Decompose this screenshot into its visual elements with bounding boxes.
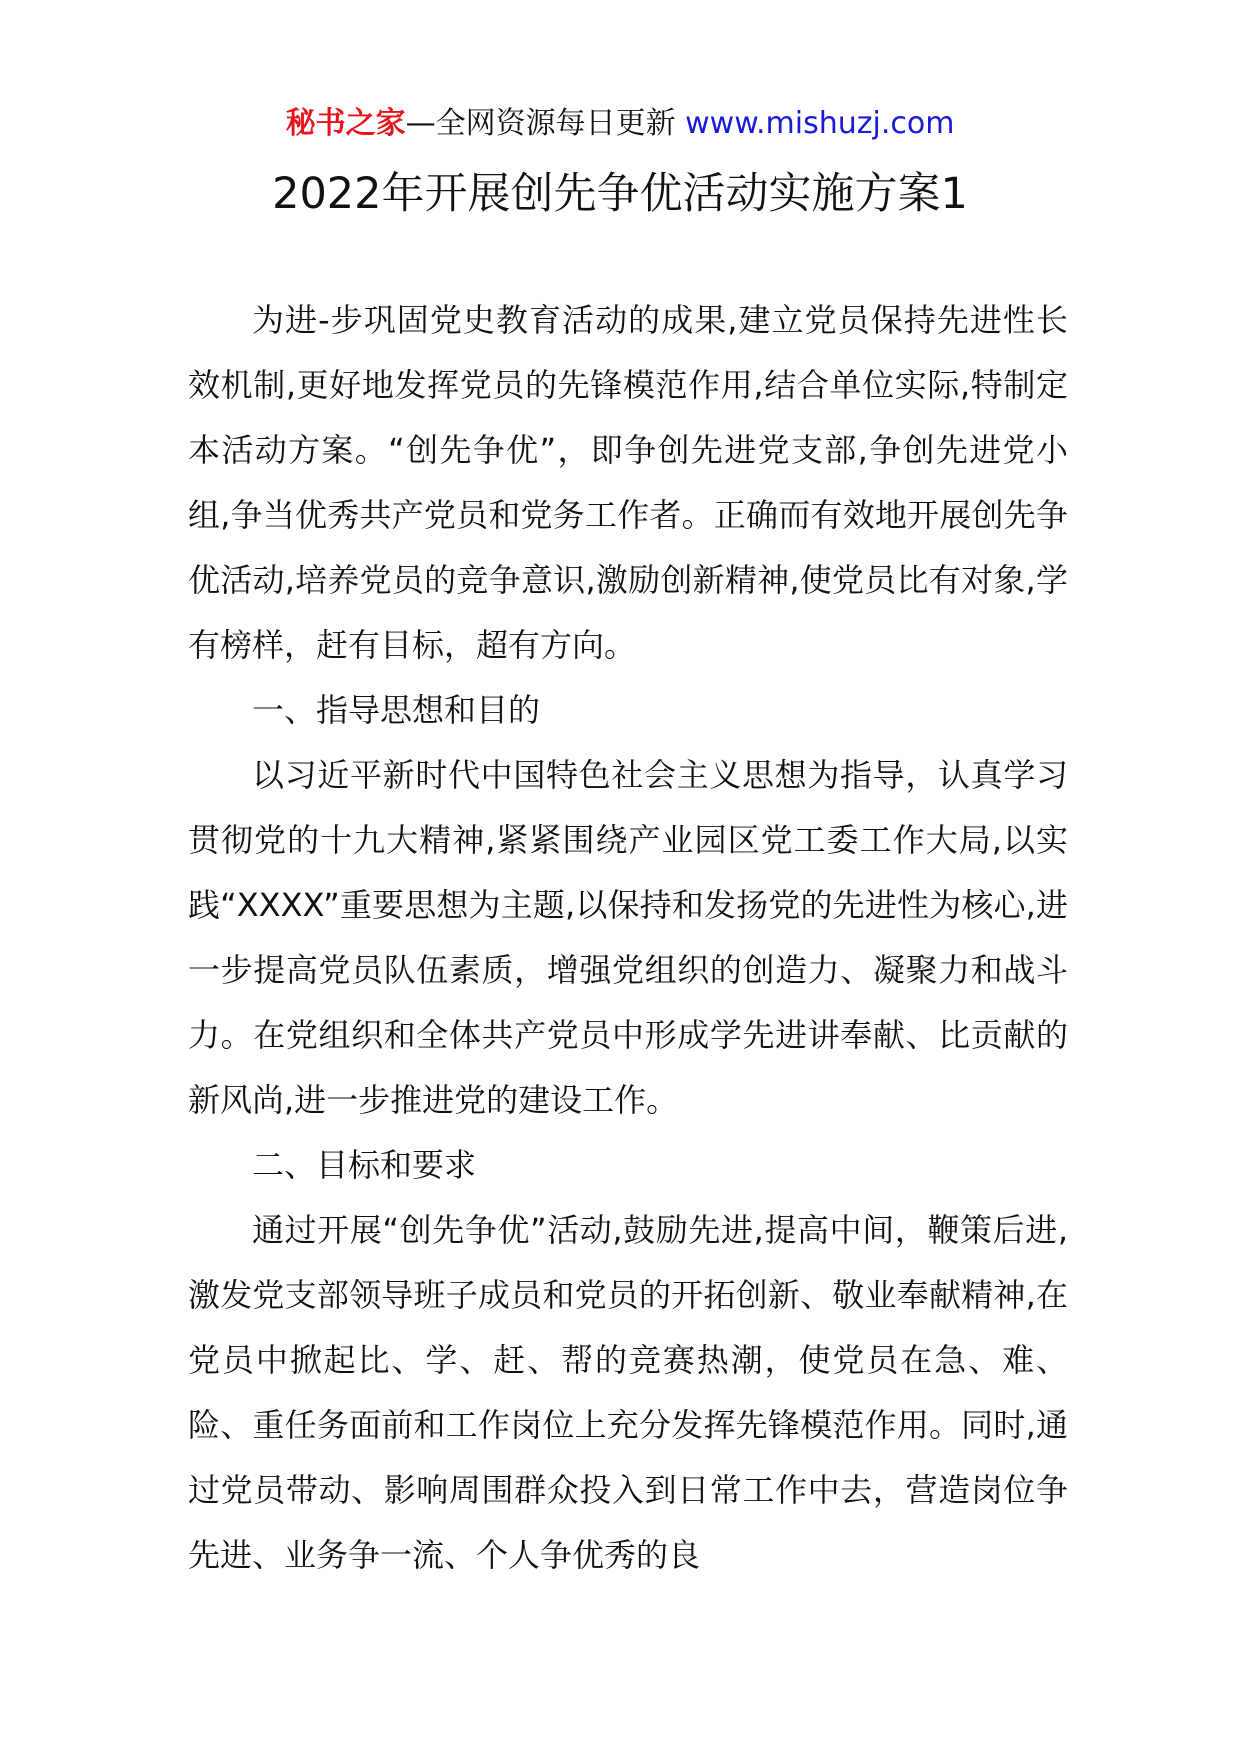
goals-paragraph: 通过开展“创先争优”活动,鼓励先进,提高中间，鞭策后进,激发党支部领导班子成员和党员的开拓创新、敬业奉献精神,在党员中掀起比、学、赶、帮的竞赛热潮，使党员在急、难、险、重任务面前和工作岗位上充分发挥先锋模范作用。同时,通过党员带动、影响周围群众投入到日常工作中去，营造岗位争先进、业务争一流、个人争优秀的良 <box>188 1211 1068 1574</box>
document-body <box>188 288 1068 1588</box>
section-heading-guiding-principles: 一、指导思想和目的 <box>252 691 541 729</box>
guiding-principles-paragraph: 以习近平新时代中国特色社会主义思想为指导，认真学习贯彻党的十九大精神,紧紧围绕产业园区党工委工作大局,以实践“XXXX”重要思想为主题,以保持和发扬党的先进性为核心,进一步提高党员队伍素质，增强党组织的创造力、凝聚力和战斗力。在党组织和全体共产党员中形成学先进讲奉献、比贡献的新风尚,进一步推进党的建设工作。 <box>188 756 1068 1119</box>
section-heading-goals: 二、目标和要求 <box>252 1146 477 1184</box>
site-url-link[interactable]: www.mishuzj.com <box>685 106 955 141</box>
header-tagline: —全网资源每日更新 <box>405 106 686 141</box>
brand-name: 秘书之家 <box>285 106 406 141</box>
intro-paragraph: 为进-步巩固党史教育活动的成果,建立党员保持先进性长效机制,更好地发挥党员的先锋模范作用,结合单位实际,特制定本活动方案。“创先争优”，即争创先进党支部,争创先进党小组,争当优秀共产党员和党务工作者。正确而有效地开展创先争优活动,培养党员的竞争意识,激励创新精神,使党员比有对象,学有榜样，赶有目标，超有方向。 <box>188 301 1068 664</box>
document-title: 2022年开展创先争优活动实施方案1 <box>272 169 968 219</box>
site-header <box>0 104 1240 144</box>
